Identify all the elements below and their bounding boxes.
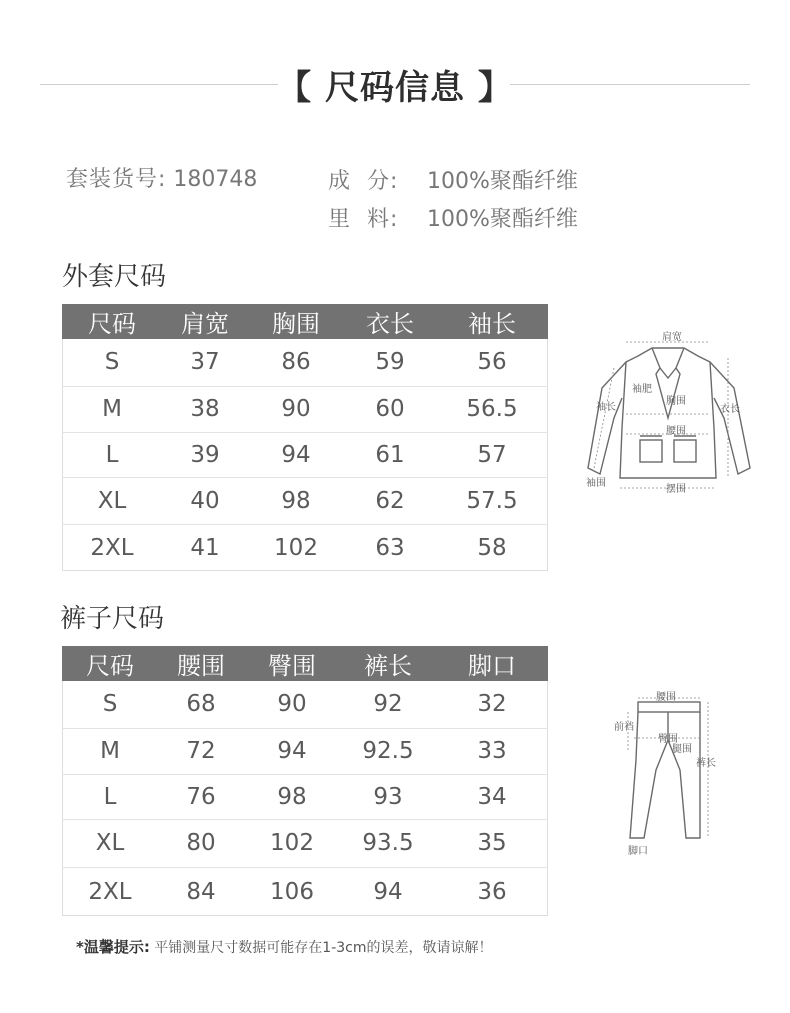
- pants-value-cell: 106: [244, 867, 340, 917]
- pants-value-cell: 90: [277, 691, 307, 718]
- pants-value-cell: 93: [340, 774, 436, 819]
- composition-value: 100%聚酯纤维: [427, 169, 578, 194]
- jacket-section-title: 外套尺码: [62, 262, 167, 292]
- jacket-table-row: [62, 386, 548, 432]
- lining: [328, 202, 578, 233]
- pants-value-cell: 94: [340, 867, 436, 917]
- pants-table-row: [62, 728, 548, 774]
- lining-label: 里 料:: [328, 207, 399, 232]
- composition: [328, 164, 578, 195]
- jacket-size-cell: L: [62, 432, 162, 477]
- pants-table-row: [62, 774, 548, 819]
- jacket-value-cell: 61: [344, 432, 436, 477]
- jacket-value-cell: 38: [162, 386, 248, 432]
- jacket-value-cell: 94: [248, 432, 344, 477]
- jacket-value-cell: 56: [477, 349, 507, 376]
- jacket-value-cell: 57.5: [436, 477, 548, 524]
- jacket-label-shoulder: 肩宽: [662, 332, 682, 343]
- pants-column-header: 尺码: [62, 646, 158, 681]
- jacket-column-header: 袖长: [436, 304, 548, 339]
- jacket-column-header: 胸围: [248, 304, 344, 339]
- jacket-size-cell: M: [62, 386, 162, 432]
- jacket-value-cell: 62: [344, 477, 436, 524]
- pants-value-cell: 68: [186, 691, 216, 718]
- pants-label-waist: 腰围: [656, 692, 676, 703]
- jacket-column-header: 衣长: [344, 304, 436, 339]
- pants-value-cell: 36: [436, 867, 548, 917]
- pants-column-header: 脚口: [436, 646, 548, 681]
- jacket-table-row: [62, 524, 548, 572]
- pants-value-cell: 33: [436, 728, 548, 774]
- pants-size-cell: S: [102, 691, 118, 718]
- pants-table-row: [62, 867, 548, 917]
- jacket-label-cuff: 袖围: [586, 478, 606, 489]
- suit-number: [66, 162, 257, 193]
- pants-size-table: [62, 646, 548, 917]
- jacket-value-cell: 60: [344, 386, 436, 432]
- tip-text: 平铺测量尺寸数据可能存在1-3cm的误差，敬请谅解！: [154, 940, 493, 956]
- pants-value-cell: 34: [436, 774, 548, 819]
- pants-value-cell: 98: [244, 774, 340, 819]
- jacket-table-row: [62, 432, 548, 477]
- tip-note: [76, 936, 493, 957]
- jacket-size-table: [62, 304, 548, 572]
- pants-label-front-rise: 前裆: [614, 722, 634, 733]
- pants-table-row: [62, 681, 548, 728]
- jacket-value-cell: 102: [248, 524, 344, 572]
- jacket-label-sleeve-width: 袖肥: [632, 384, 652, 395]
- lining-value: 100%聚酯纤维: [427, 207, 578, 232]
- jacket-label-hem: 摆围: [666, 484, 686, 495]
- composition-label: 成 分:: [328, 169, 399, 194]
- pants-table-header: [62, 646, 548, 681]
- pants-table-row: [62, 819, 548, 867]
- pants-value-cell: 94: [244, 728, 340, 774]
- suit-number-value: 180748: [173, 167, 258, 192]
- jacket-value-cell: 98: [248, 477, 344, 524]
- pants-value-cell: 84: [158, 867, 244, 917]
- pants-value-cell: 76: [158, 774, 244, 819]
- tip-label: *温馨提示:: [76, 938, 150, 956]
- jacket-table-header: [62, 304, 548, 339]
- jacket-value-cell: 63: [344, 524, 436, 572]
- jacket-label-chest: 胸围: [666, 396, 686, 407]
- jacket-value-cell: 40: [162, 477, 248, 524]
- pants-value-cell: 92: [373, 691, 403, 718]
- jacket-value-cell: 39: [162, 432, 248, 477]
- pants-value-cell: 93.5: [340, 819, 436, 867]
- pants-label-thigh: 腿围: [672, 744, 692, 755]
- pants-value-cell: 92.5: [340, 728, 436, 774]
- pants-section-title: 裤子尺码: [60, 604, 165, 634]
- jacket-value-cell: 56.5: [436, 386, 548, 432]
- jacket-size-cell: 2XL: [62, 524, 162, 572]
- page-title: 【 尺码信息 】: [277, 68, 513, 108]
- jacket-value-cell: 57: [436, 432, 548, 477]
- pants-column-header: 臀围: [244, 646, 340, 681]
- jacket-label-sleeve-length: 袖长: [596, 402, 616, 413]
- jacket-diagram: [580, 328, 770, 503]
- jacket-value-cell: 59: [375, 349, 405, 376]
- pants-size-cell: M: [62, 728, 158, 774]
- jacket-value-cell: 37: [190, 349, 220, 376]
- pants-value-cell: 80: [158, 819, 244, 867]
- pants-size-cell: L: [62, 774, 158, 819]
- pants-column-header: 腰围: [158, 646, 244, 681]
- jacket-value-cell: 90: [248, 386, 344, 432]
- jacket-value-cell: 41: [162, 524, 248, 572]
- pants-label-hip: 臀围: [658, 734, 678, 745]
- jacket-size-cell: S: [104, 349, 120, 376]
- suit-number-label: 套装货号:: [66, 167, 167, 192]
- pants-value-cell: 32: [477, 691, 507, 718]
- pants-label-hem: 脚口: [628, 846, 648, 857]
- pants-column-header: 裤长: [340, 646, 436, 681]
- pants-diagram: [608, 690, 728, 860]
- pants-label-length: 裤长: [696, 758, 716, 769]
- jacket-label-waist: 腰围: [666, 426, 686, 437]
- pants-size-cell: 2XL: [62, 867, 158, 917]
- pants-value-cell: 72: [158, 728, 244, 774]
- jacket-value-cell: 58: [436, 524, 548, 572]
- jacket-table-row: [62, 339, 548, 386]
- jacket-table-row: [62, 477, 548, 524]
- jacket-column-header: 尺码: [62, 304, 162, 339]
- pants-size-cell: XL: [62, 819, 158, 867]
- jacket-size-cell: XL: [62, 477, 162, 524]
- pants-value-cell: 35: [436, 819, 548, 867]
- pants-value-cell: 102: [244, 819, 340, 867]
- jacket-column-header: 肩宽: [162, 304, 248, 339]
- jacket-value-cell: 86: [281, 349, 311, 376]
- jacket-label-length: 衣长: [720, 404, 740, 415]
